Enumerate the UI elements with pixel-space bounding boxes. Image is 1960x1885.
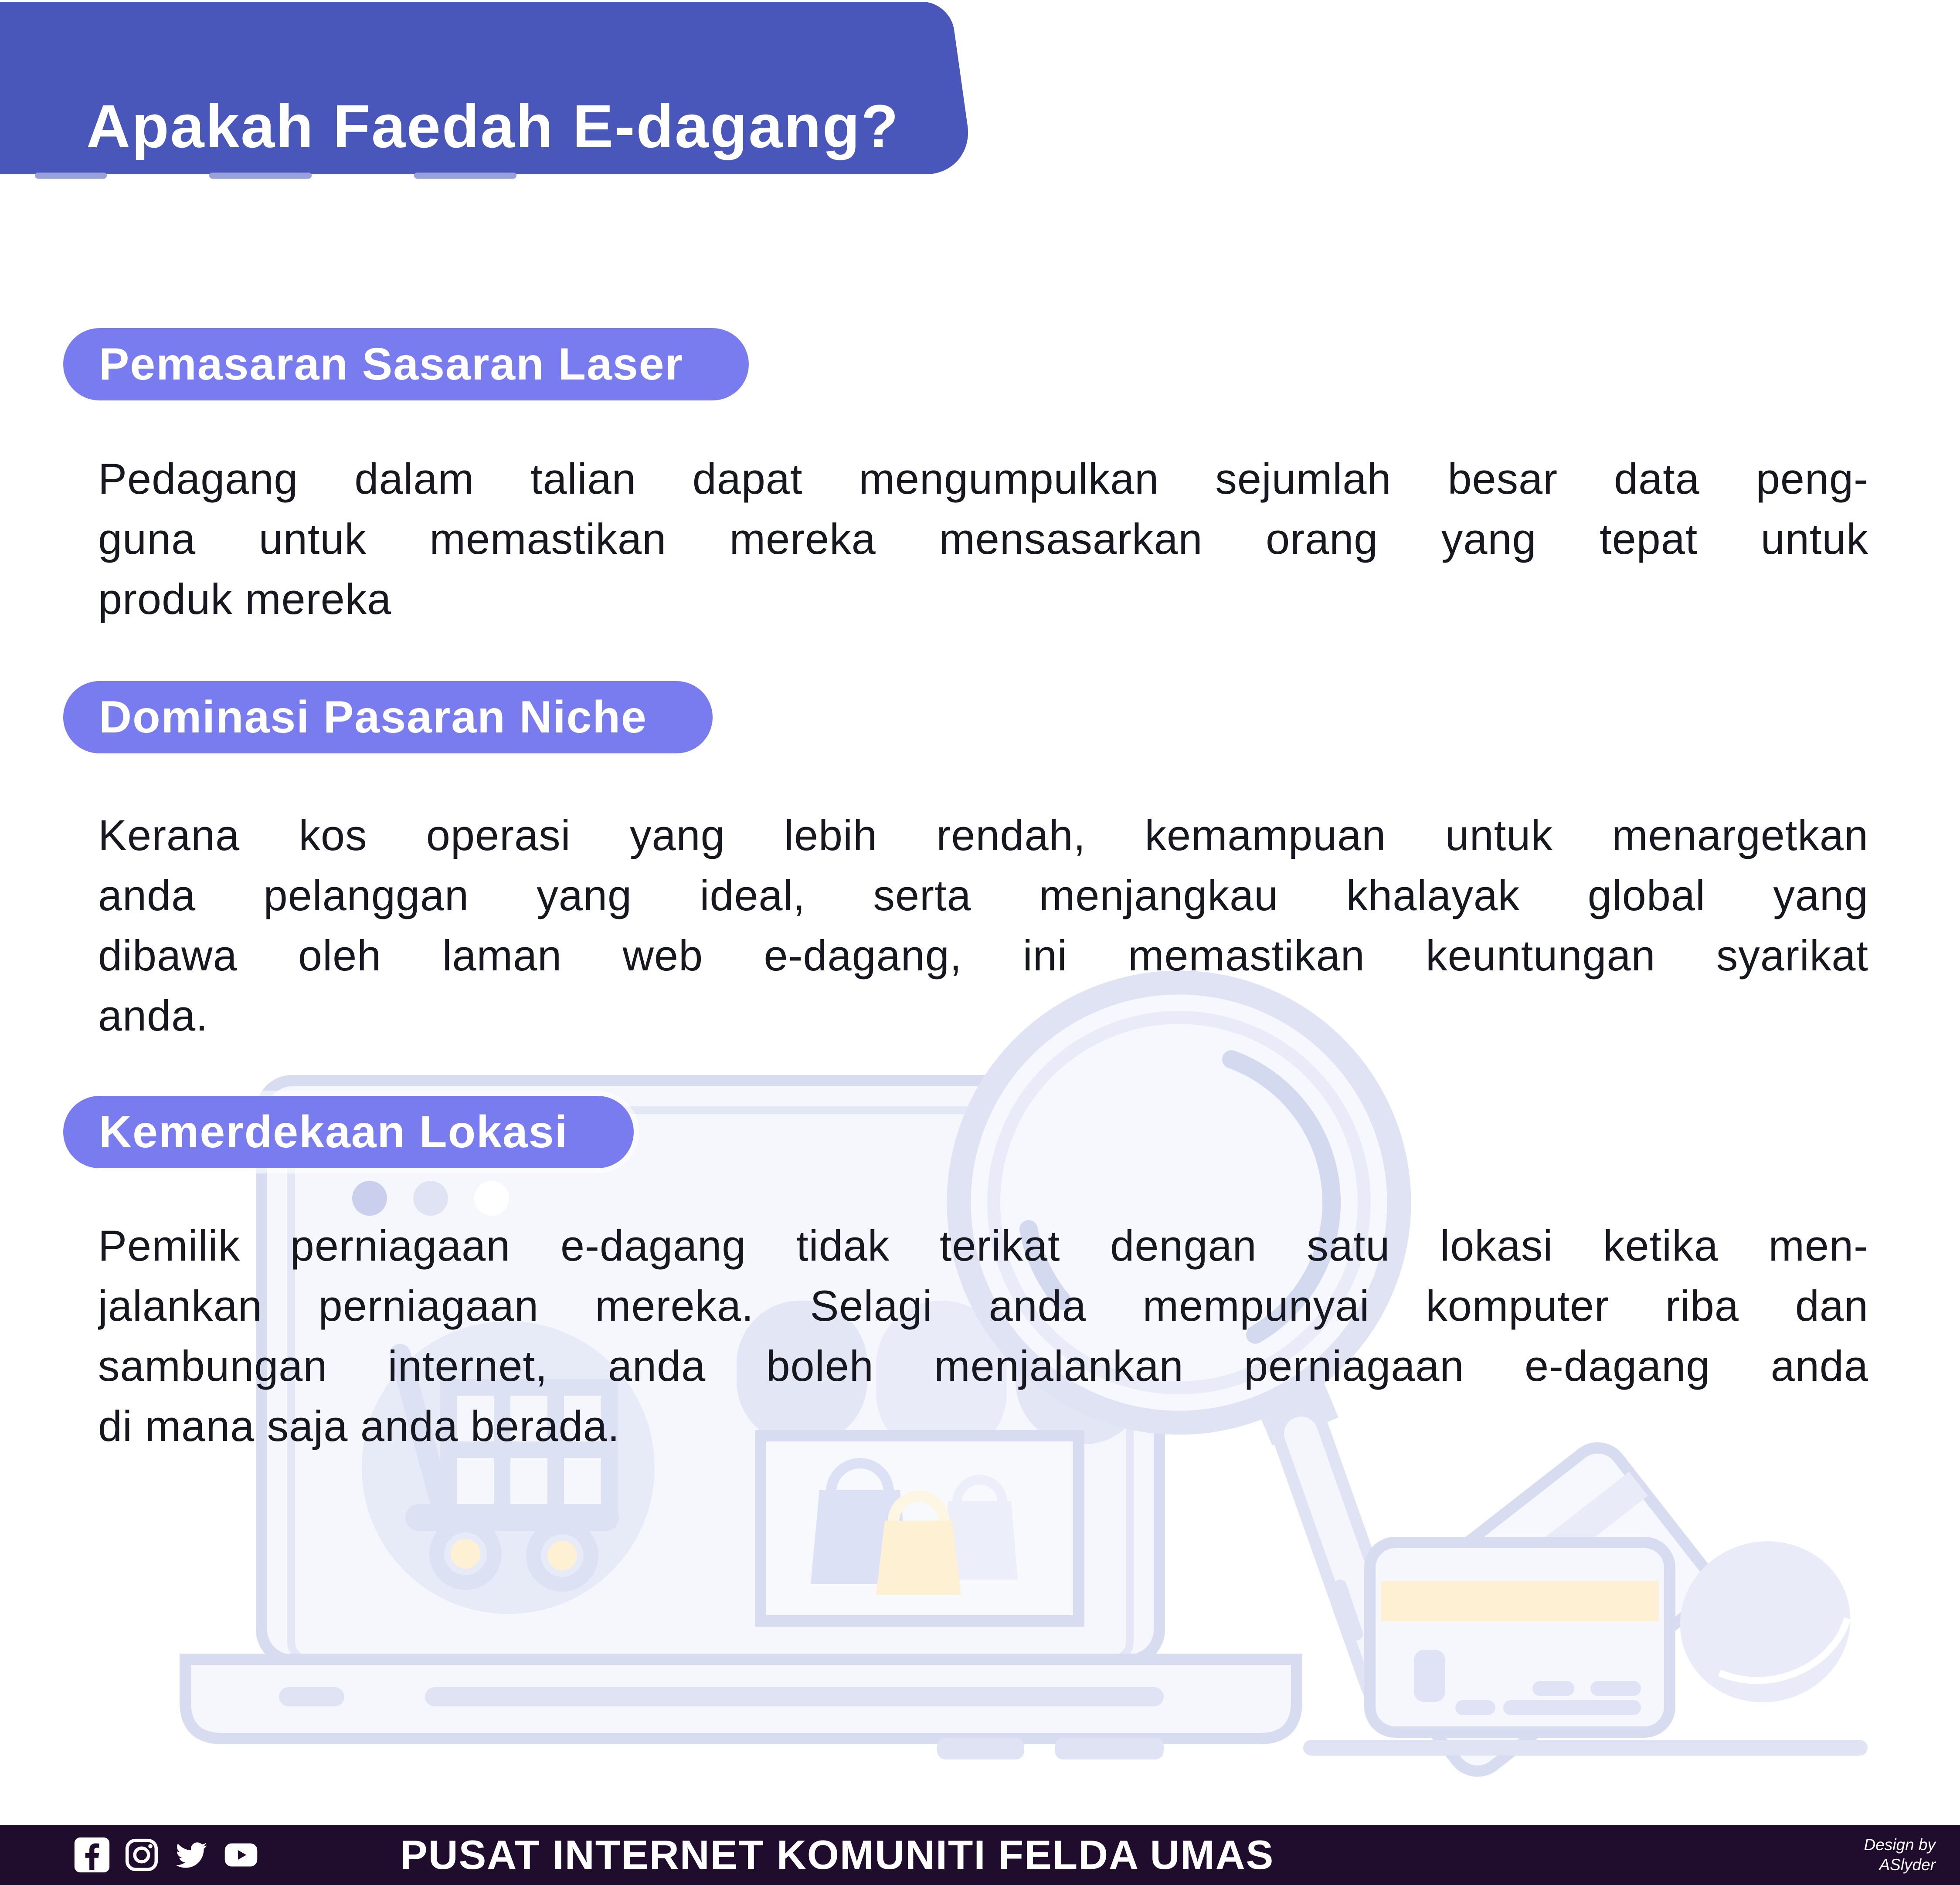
body-line: Pemilik perniagaan e-dagang tidak terikat dengan satu lokasi ketika men- xyxy=(98,1221,1868,1270)
page-title: Apakah Faedah E-dagang? xyxy=(86,92,900,160)
section-pill-label: Dominasi Pasaran Niche xyxy=(99,692,647,742)
credit-card-front-icon xyxy=(1370,1543,1670,1732)
banner-fold-decoration xyxy=(35,173,107,179)
design-credit-line: Design by xyxy=(1864,1836,1936,1854)
banner-fold-decoration xyxy=(414,173,516,179)
body-line: Pedagang dalam talian dapat mengumpulkan sejumlah besar data peng- xyxy=(98,454,1868,503)
section-body-kemerdekaan xyxy=(98,1216,1868,1456)
youtube-icon[interactable] xyxy=(222,1836,260,1874)
footer-bar xyxy=(0,1825,1960,1885)
section-pill-pemasaran-sasaran-laser xyxy=(63,328,749,400)
body-line: Kerana kos operasi yang lebih rendah, kemampuan untuk menargetkan xyxy=(98,811,1868,859)
facebook-icon[interactable] xyxy=(73,1836,111,1874)
section-pill-label: Kemerdekaan Lokasi xyxy=(99,1106,568,1157)
design-credit xyxy=(1864,1825,1936,1885)
instagram-icon[interactable] xyxy=(123,1836,160,1874)
twitter-icon[interactable] xyxy=(173,1836,210,1874)
body-line: di mana saja anda berada. xyxy=(98,1402,620,1450)
section-pill-kemerdekaan-lokasi xyxy=(63,1096,634,1168)
body-line: guna untuk memastikan mereka mensasarkan orang yang tepat untuk xyxy=(98,515,1868,563)
section-pill-dominasi-pasaran-niche xyxy=(63,681,713,753)
body-line: produk mereka xyxy=(98,575,392,623)
section-body-pemasaran xyxy=(98,449,1868,629)
design-credit-line: ASlyder xyxy=(1879,1856,1936,1874)
body-line: anda pelanggan yang ideal, serta menjangkau khalayak global yang xyxy=(98,871,1868,919)
section-body-dominasi xyxy=(98,805,1868,1046)
laptop-base xyxy=(185,1659,1297,1760)
body-line: dibawa oleh laman web e-dagang, ini memastikan keuntungan syarikat xyxy=(98,931,1868,980)
ground-line xyxy=(1303,1740,1868,1756)
banner-fold-decoration xyxy=(209,173,312,179)
body-line: jalankan perniagaan mereka. Selagi anda mempunyai komputer riba dan xyxy=(98,1282,1868,1330)
section-pill-label: Pemasaran Sasaran Laser xyxy=(99,339,684,390)
body-line: anda. xyxy=(98,991,208,1040)
body-line: sambungan internet, anda boleh menjalankan perniagaan e-dagang anda xyxy=(98,1342,1868,1390)
footer-org-name: PUSAT INTERNET KOMUNITI FELDA UMAS xyxy=(400,1832,1274,1878)
social-icons-row xyxy=(73,1836,260,1874)
